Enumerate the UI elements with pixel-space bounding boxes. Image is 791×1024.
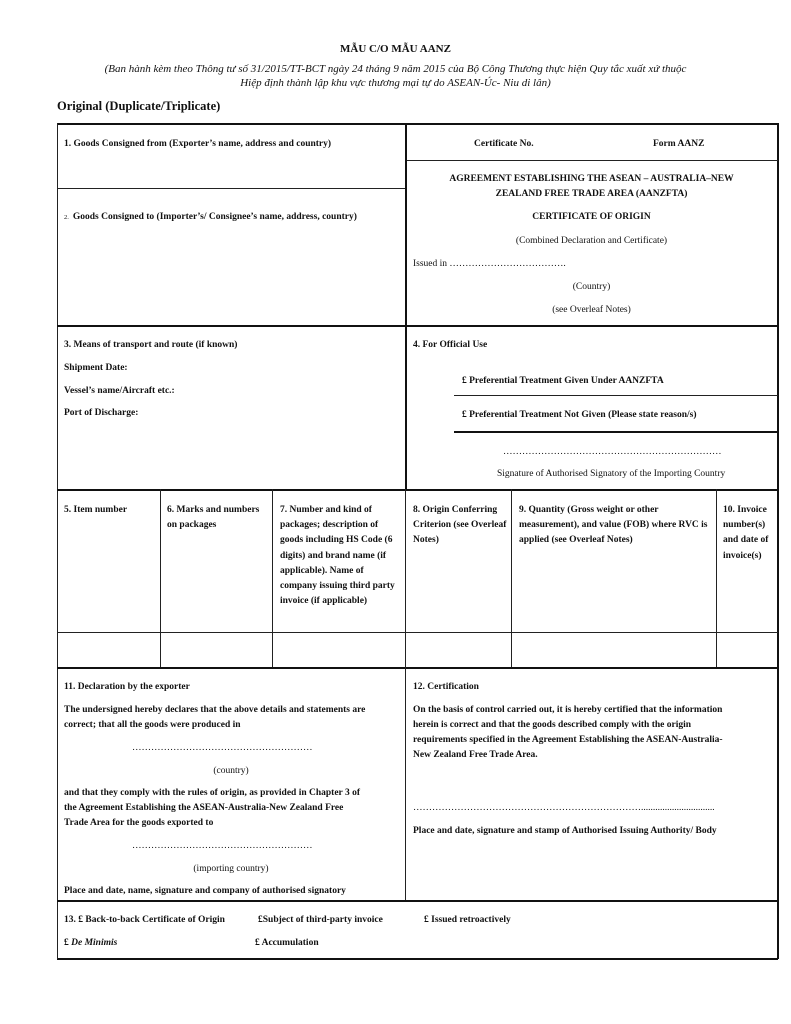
box11-text1-line1: The undersigned hereby declares that the above details and statements are: [64, 705, 366, 715]
de-minimis-checkbox[interactable]: [64, 938, 117, 948]
accumulation-checkbox[interactable]: £ Accumulation: [255, 938, 319, 948]
col7-header: 7. Number and kind of packages; description of goods including HS Code (6 digits) and brand name (if applicable). Name of company issuing third party invoice (if applicable): [280, 505, 395, 607]
issued-in: Issued in ……………………………….: [413, 259, 566, 269]
frame-bottom: [57, 958, 778, 960]
box3-label: 3. Means of transport and route (if known): [64, 340, 238, 350]
box12-signature-dots: ………………………………………………………………...............................: [413, 803, 715, 813]
box12-text-line3: requirements specified in the Agreement Establishing the ASEAN-Australia-: [413, 735, 723, 745]
de-minimis-label: De Minimis: [71, 938, 118, 948]
box11-country-dots: …………………………………………………: [132, 743, 313, 753]
issued-retroactively-checkbox[interactable]: £ Issued retroactively: [424, 915, 511, 925]
col5-header: 5. Item number: [64, 505, 128, 515]
box12-signature-caption: Place and date, signature and stamp of Authorised Issuing Authority/ Body: [413, 826, 717, 836]
de-minimis-box: £: [64, 938, 69, 948]
box11-country-caption: (country): [213, 766, 249, 776]
exporter-field[interactable]: [58, 152, 404, 186]
box2-label-text: Goods Consigned to (Importer’s/ Consignee’s name, address, country): [72, 212, 357, 222]
shipment-date-label: Shipment Date:: [64, 363, 128, 373]
certificate-of-origin-title: CERTIFICATE OF ORIGIN: [532, 212, 651, 222]
box1-label: 1. Goods Consigned from (Exporter’s name, address and country): [64, 139, 332, 149]
form-title: MẪU C/O MẪU AANZ: [340, 43, 451, 55]
box11-importing-dots: …………………………………………………: [132, 841, 313, 851]
box11-text2-line3: Trade Area for the goods exported to: [64, 818, 214, 828]
form-name: Form AANZ: [653, 139, 705, 149]
box12-label: 12. Certification: [413, 682, 479, 692]
col9-field[interactable]: [512, 633, 715, 666]
col9-header: 9. Quantity (Gross weight or other measurement), and value (FOB) where RVC is applied (see Overleaf Notes): [519, 505, 708, 546]
box4-label: 4. For Official Use: [413, 340, 488, 350]
col8-field[interactable]: [406, 633, 510, 666]
col6-field[interactable]: [161, 633, 271, 666]
overleaf-notes: (see Overleaf Notes): [552, 305, 631, 315]
port-of-discharge-label: Port of Discharge:: [64, 408, 139, 418]
col8-header: 8. Origin Conferring Criterion (see Overleaf Notes): [413, 505, 507, 546]
col10-header: 10. Invoice number(s) and date of invoice(s): [723, 505, 769, 561]
box11-label: 11. Declaration by the exporter: [64, 682, 190, 692]
copy-label: Original (Duplicate/Triplicate): [57, 99, 221, 113]
col10-field[interactable]: [717, 633, 776, 666]
preferential-not-given-checkbox[interactable]: £ Preferential Treatment Not Given (Please state reason/s): [462, 410, 697, 420]
preferential-given-checkbox[interactable]: £ Preferential Treatment Given Under AANZFTA: [462, 376, 664, 386]
box12-text-line4: New Zealand Free Trade Area.: [413, 750, 538, 760]
back-to-back-checkbox[interactable]: 13. £ Back-to-back Certificate of Origin: [64, 915, 225, 925]
box11-text2-line2: the Agreement Establishing the ASEAN-Australia-New Zealand Free: [64, 803, 344, 813]
box4-signature-dots: ……………………………………………………………: [503, 447, 722, 457]
issued-in-country: (Country): [572, 282, 611, 292]
box2-number: 2.: [64, 214, 69, 221]
vessel-label: Vessel’s name/Aircraft etc.:: [64, 386, 175, 396]
third-party-invoice-checkbox[interactable]: £Subject of third-party invoice: [258, 915, 383, 925]
agreement-line2: ZEALAND FREE TRADE AREA (AANZFTA): [495, 189, 688, 199]
col5-field[interactable]: [58, 633, 159, 666]
box12-text-line1: On the basis of control carried out, it is hereby certified that the information: [413, 705, 723, 715]
col7-field[interactable]: [273, 633, 404, 666]
certificate-no-label: Certificate No.: [474, 139, 534, 149]
box12-text-line2: herein is correct and that the goods described comply with the origin: [413, 720, 692, 730]
box11-text2-line1: and that they comply with the rules of origin, as provided in Chapter 3 of: [64, 788, 361, 798]
frame-right: [777, 123, 779, 959]
frame-top: [57, 123, 778, 125]
box11-text1-line2: correct; that all the goods were produced in: [64, 720, 241, 730]
box4-signature-caption: Signature of Authorised Signatory of the Importing Country: [497, 469, 726, 479]
agreement-line1: AGREEMENT ESTABLISHING THE ASEAN – AUSTRALIA–NEW: [449, 174, 734, 184]
col6-header: 6. Marks and numbers on packages: [167, 505, 260, 531]
box11-importing-caption: (importing country): [193, 864, 269, 874]
box11-signatory-caption: Place and date, name, signature and company of authorised signatory: [64, 886, 346, 896]
form-subtitle-line1: (Ban hành kèm theo Thông tư số 31/2015/TT-BCT ngày 24 tháng 9 năm 2015 của Bộ Công Thương thực hiện Quy tắc xuất xứ thuộc: [104, 63, 687, 75]
consignee-field[interactable]: [58, 222, 404, 322]
combined-declaration: (Combined Declaration and Certificate): [515, 236, 668, 246]
form-subtitle-line2: Hiệp định thành lập khu vực thương mại tự do ASEAN-Úc- Niu di lân): [240, 77, 551, 89]
